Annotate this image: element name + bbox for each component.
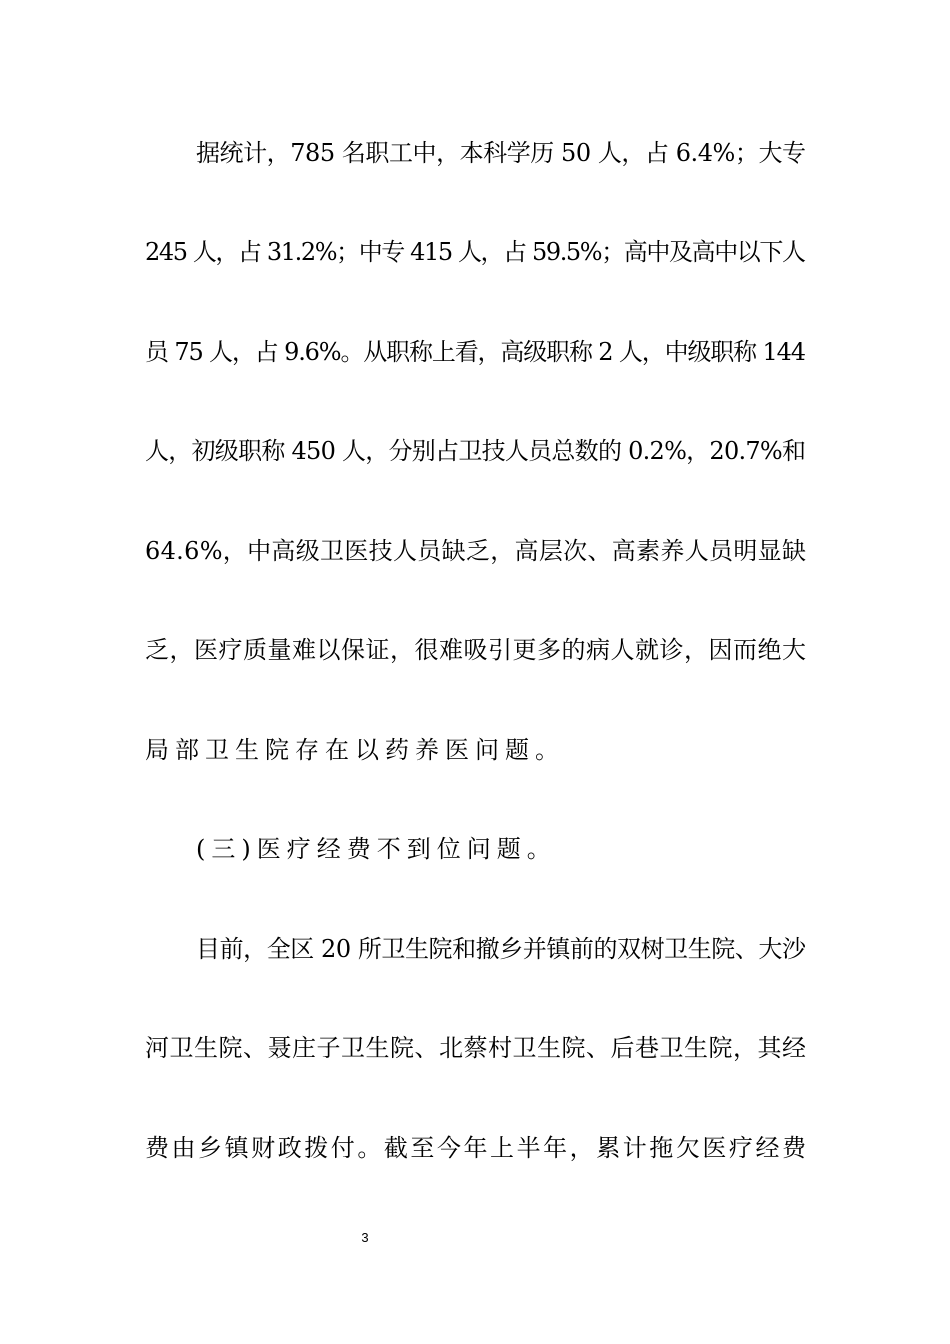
text-line: 乏，医疗质量难以保证，很难吸引更多的病人就诊，因而绝大 bbox=[145, 636, 807, 664]
text-line: 据统计，785 名职工中，本科学历 50 人，占 6.4%；大专 bbox=[196, 139, 806, 167]
text-line: 局部卫生院存在以药养医问题。 bbox=[145, 736, 565, 764]
page-number: 3 bbox=[361, 1230, 369, 1245]
text-line: 费由乡镇财政拨付。截至今年上半年，累计拖欠医疗经费 bbox=[145, 1134, 809, 1162]
text-line: 目前，全区 20 所卫生院和撤乡并镇前的双树卫生院、大沙 bbox=[196, 935, 806, 963]
text-line: 河卫生院、聂庄子卫生院、北蔡村卫生院、后巷卫生院，其经 bbox=[145, 1034, 807, 1062]
text-line: 人，初级职称 450 人，分别占卫技人员总数的 0.2%，20.7%和 bbox=[145, 437, 806, 465]
text-line: 64.6%，中高级卫医技人员缺乏，高层次、高素养人员明显缺 bbox=[145, 537, 807, 565]
text-line: 员 75 人，占 9.6%。从职称上看，高级职称 2 人，中级职称 144 bbox=[145, 338, 805, 366]
text-line: 245 人，占 31.2%；中专 415 人，占 59.5%；高中及高中以下人 bbox=[145, 238, 805, 266]
section-heading: (三)医疗经费不到位问题。 bbox=[196, 835, 557, 863]
